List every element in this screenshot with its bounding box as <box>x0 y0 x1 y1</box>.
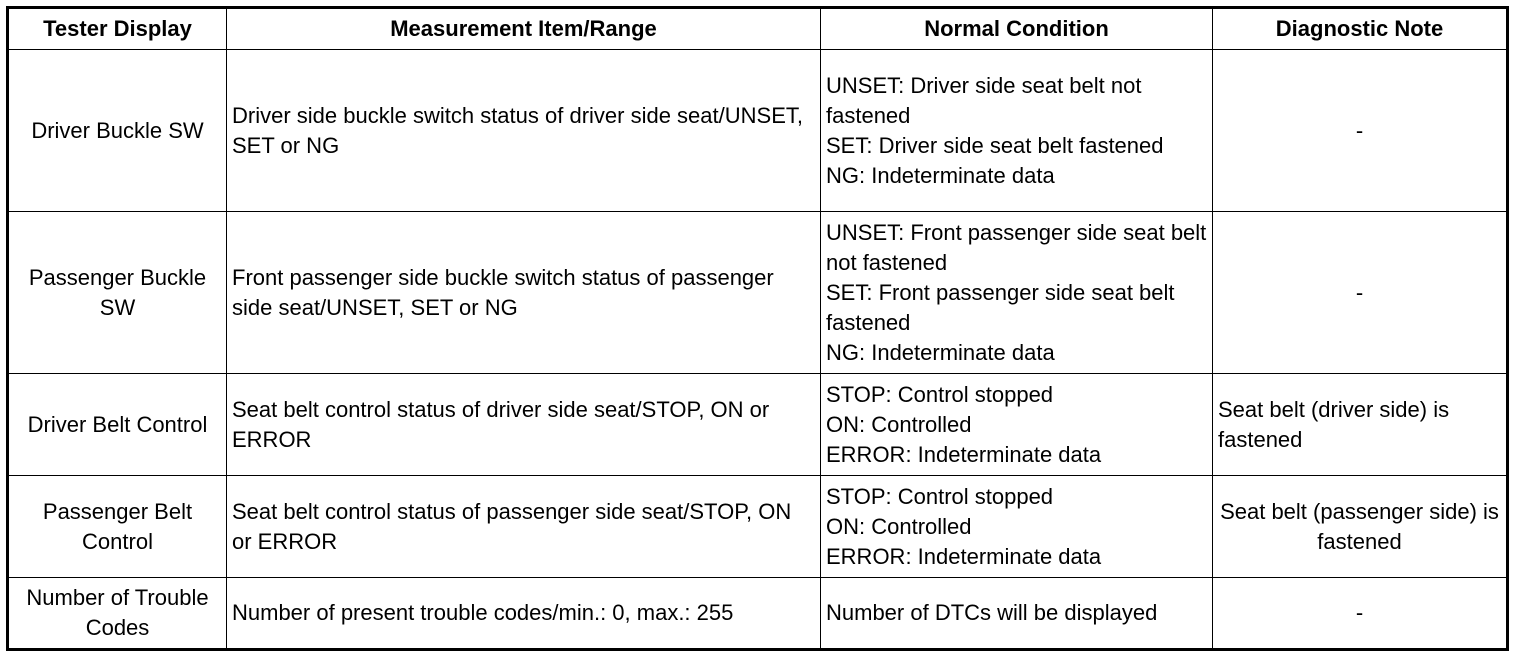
normal-condition-line: ON: Controlled <box>826 513 972 539</box>
measurement-cell: Front passenger side buckle switch status of passenger side seat/UNSET, SET or NG <box>227 212 821 374</box>
normal-condition-line: SET: Driver side seat belt fastened <box>826 132 1164 158</box>
table-row <box>8 476 1508 578</box>
header-measurement-item: Measurement Item/Range <box>227 8 821 50</box>
tester-display-cell: Passenger Belt Control <box>8 476 227 578</box>
normal-condition-line: SET: Front passenger side seat belt fastened <box>826 279 1175 335</box>
normal-condition-cell <box>821 212 1213 374</box>
diagnostic-note-cell: - <box>1213 212 1508 374</box>
measurement-cell: Number of present trouble codes/min.: 0, max.: 255 <box>227 578 821 650</box>
measurement-cell: Driver side buckle switch status of driver side seat/UNSET, SET or NG <box>227 50 821 212</box>
normal-condition-line: STOP: Control stopped <box>826 483 1054 509</box>
diagnostic-note-cell: Seat belt (passenger side) is fastened <box>1213 476 1508 578</box>
header-normal-condition: Normal Condition <box>821 8 1213 50</box>
tester-display-cell: Passenger Buckle SW <box>8 212 227 374</box>
normal-condition-line: ON: Controlled <box>826 411 972 437</box>
normal-condition-cell <box>821 578 1213 650</box>
header-tester-display: Tester Display <box>8 8 227 50</box>
normal-condition-line: NG: Indeterminate data <box>826 162 1055 188</box>
normal-condition-line: UNSET: Front passenger side seat belt not fastened <box>826 219 1207 275</box>
normal-condition-line: ERROR: Indeterminate data <box>826 543 1102 569</box>
table-row <box>8 578 1508 650</box>
normal-condition-cell <box>821 476 1213 578</box>
header-row <box>8 8 1508 50</box>
diagnostic-note-cell: - <box>1213 50 1508 212</box>
normal-condition-cell <box>821 50 1213 212</box>
normal-condition-line: STOP: Control stopped <box>826 381 1054 407</box>
tester-display-cell: Driver Belt Control <box>8 374 227 476</box>
header-diagnostic-note: Diagnostic Note <box>1213 8 1508 50</box>
diagnostic-note-cell: - <box>1213 578 1508 650</box>
table-row <box>8 50 1508 212</box>
tester-display-cell: Driver Buckle SW <box>8 50 227 212</box>
measurement-cell: Seat belt control status of driver side seat/STOP, ON or ERROR <box>227 374 821 476</box>
tester-display-cell: Number of Trouble Codes <box>8 578 227 650</box>
diagnostic-note-cell: Seat belt (driver side) is fastened <box>1213 374 1508 476</box>
table-row <box>8 212 1508 374</box>
table-row <box>8 374 1508 476</box>
normal-condition-line: UNSET: Driver side seat belt not fastened <box>826 72 1142 128</box>
data-list-table <box>6 6 1509 651</box>
normal-condition-line: Number of DTCs will be displayed <box>826 600 1158 625</box>
normal-condition-line: NG: Indeterminate data <box>826 339 1055 365</box>
measurement-cell: Seat belt control status of passenger side seat/STOP, ON or ERROR <box>227 476 821 578</box>
normal-condition-cell <box>821 374 1213 476</box>
normal-condition-line: ERROR: Indeterminate data <box>826 441 1102 467</box>
